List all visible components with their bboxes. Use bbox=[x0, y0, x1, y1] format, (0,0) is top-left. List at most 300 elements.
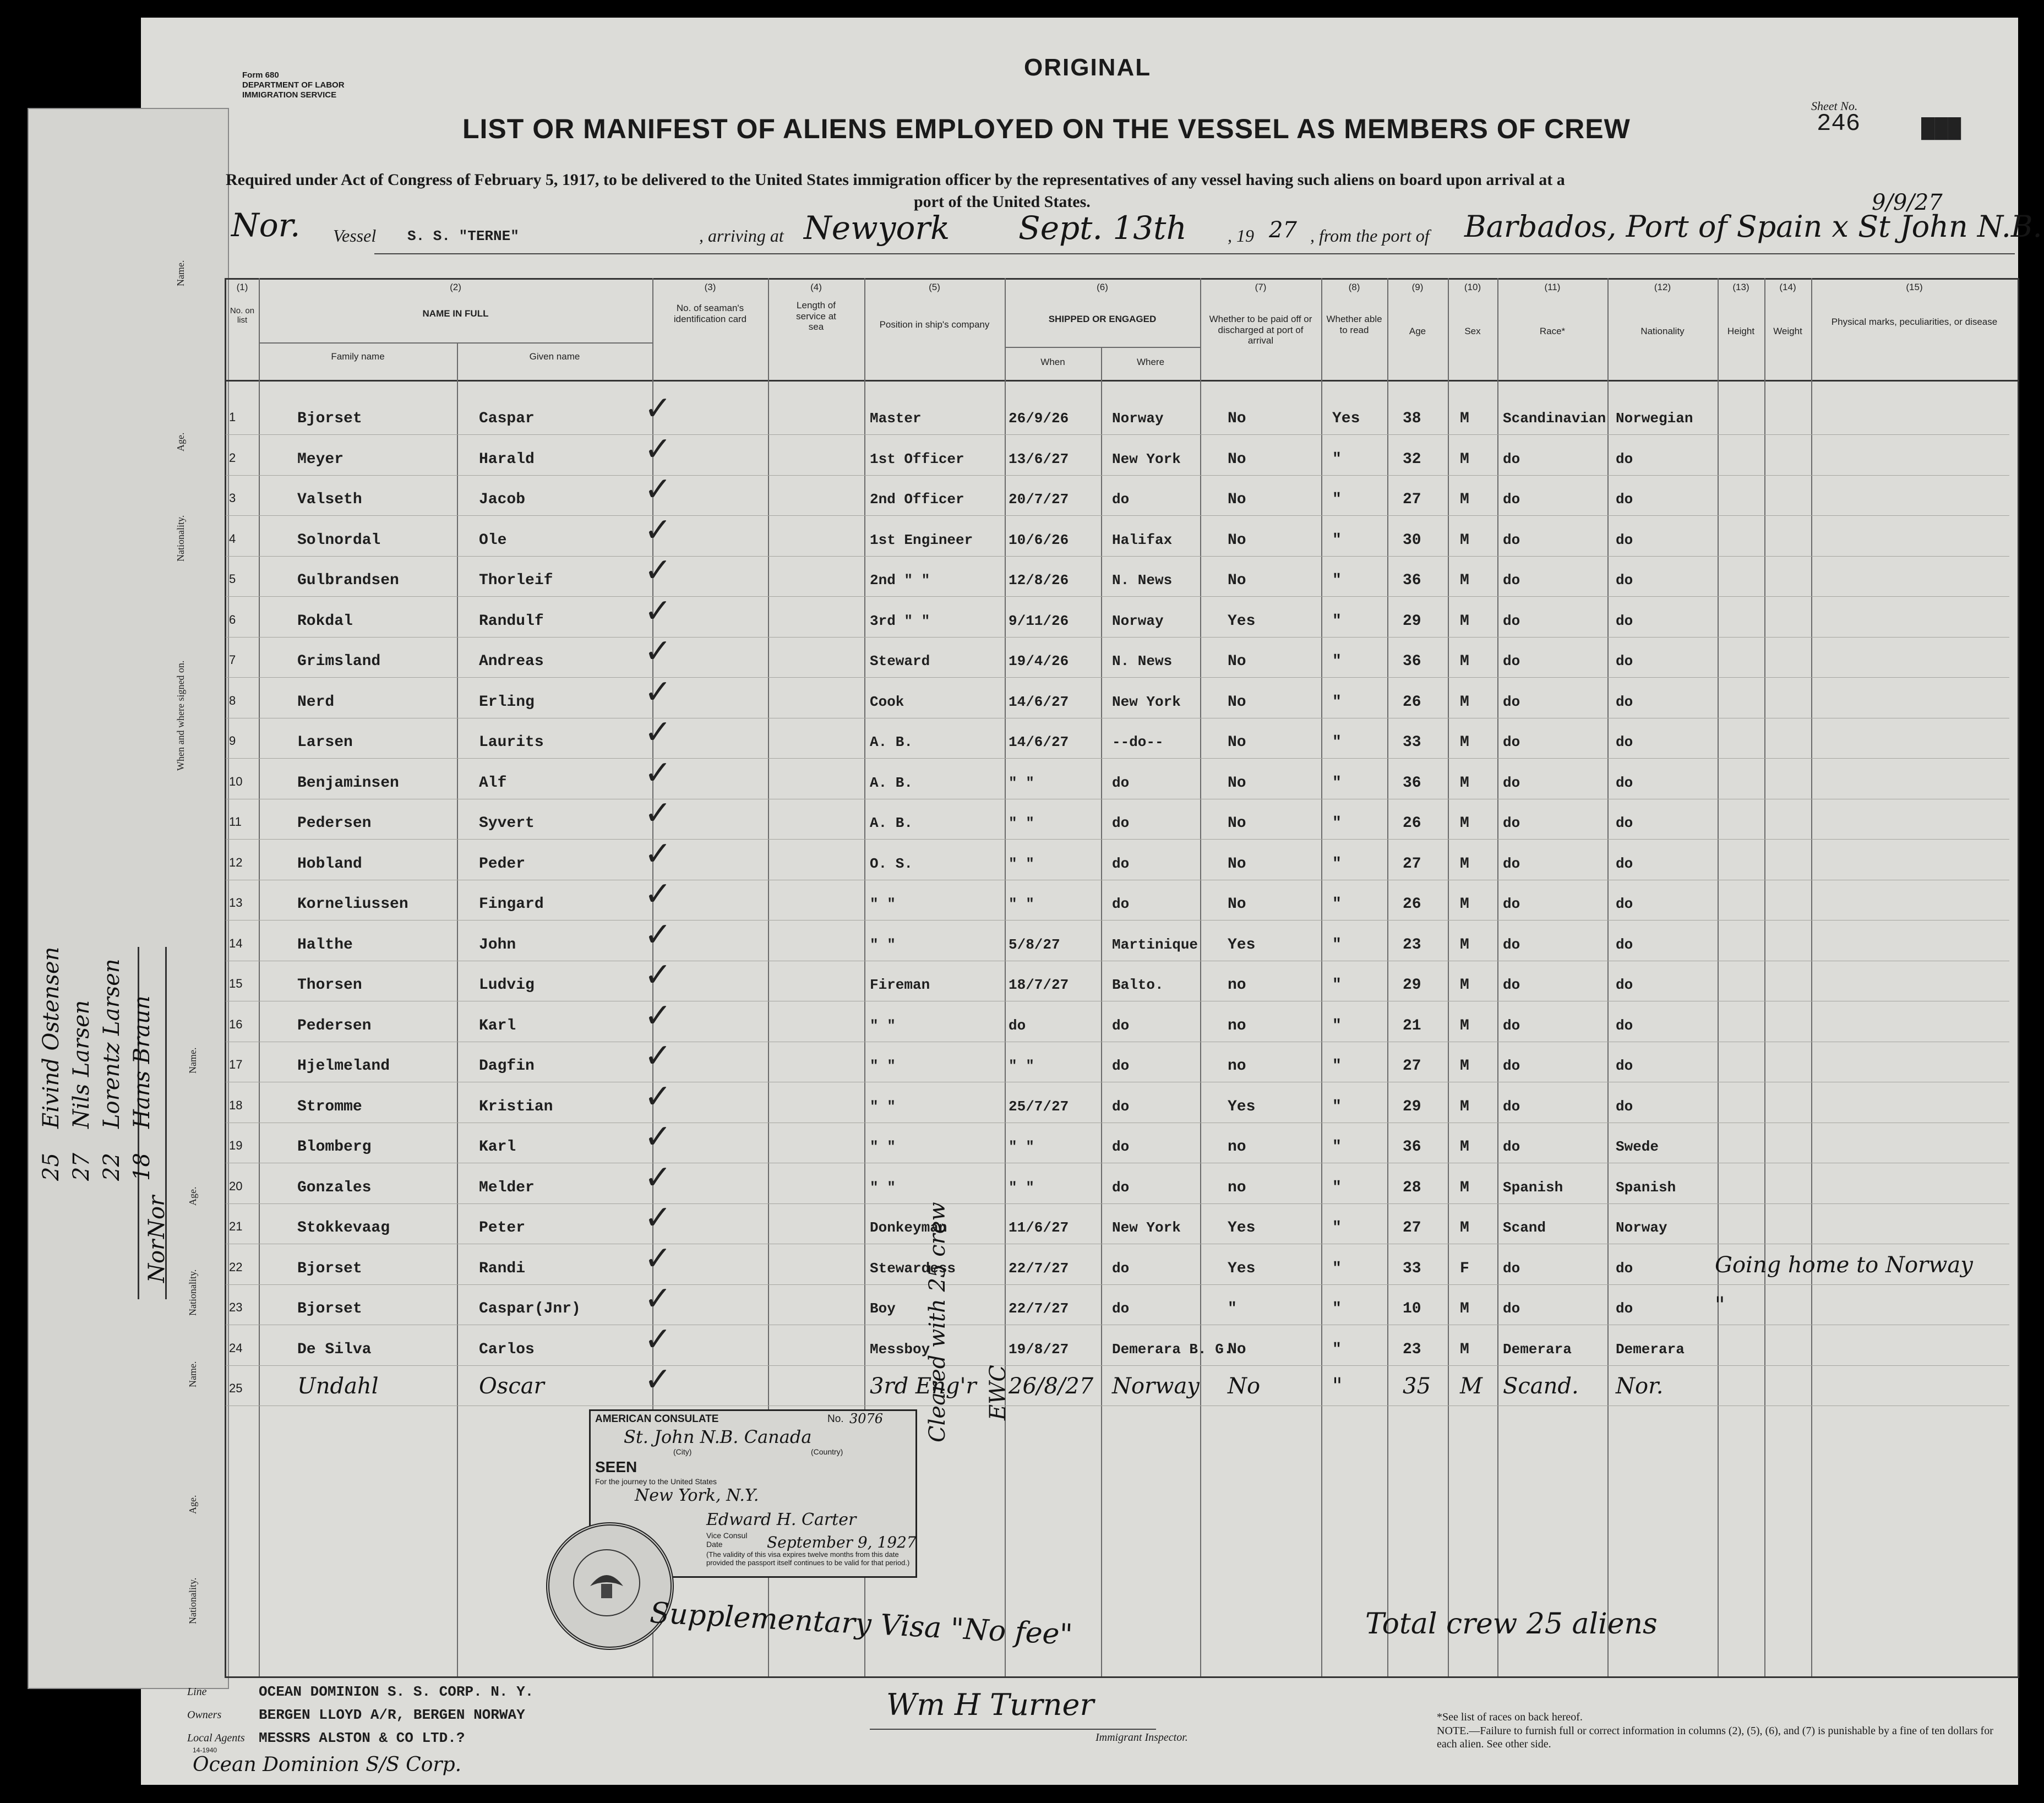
shipped-when-cell: 19/8/27 bbox=[1009, 1341, 1069, 1358]
id-card-check-icon: ✓ bbox=[644, 672, 672, 711]
id-card-check-icon: ✓ bbox=[644, 510, 672, 549]
family-name-cell: Bjorset bbox=[297, 1260, 362, 1277]
paid-off-cell: no bbox=[1228, 1139, 1246, 1156]
race-cell: do bbox=[1503, 653, 1520, 669]
agents-label: Local Agents bbox=[187, 1732, 245, 1744]
shipped-where-cell: --do-- bbox=[1112, 734, 1164, 750]
shipped-when-cell: 26/8/27 bbox=[1009, 1374, 1094, 1399]
family-name-cell: Meyer bbox=[297, 450, 344, 468]
paid-off-cell: No bbox=[1228, 774, 1246, 792]
race-cell: do bbox=[1503, 774, 1520, 791]
family-name-cell: Gulbrandsen bbox=[297, 572, 399, 589]
given-name-cell: Randulf bbox=[479, 612, 544, 630]
id-card-check-icon: ✓ bbox=[644, 551, 672, 590]
form-code: 14-1940 bbox=[193, 1746, 217, 1754]
paid-off-cell: No bbox=[1228, 410, 1246, 427]
sex-cell: F bbox=[1460, 1260, 1469, 1277]
id-card-check-icon: ✓ bbox=[644, 1360, 672, 1399]
row-number: 5 bbox=[229, 572, 236, 586]
col10-label: Sex bbox=[1464, 326, 1481, 336]
side-nationality-label: Nationality. bbox=[175, 515, 186, 562]
given-name-cell: Harald bbox=[479, 450, 535, 468]
race-cell: do bbox=[1503, 1017, 1520, 1034]
given-name-cell: Randi bbox=[479, 1260, 526, 1277]
owners-label: Owners bbox=[187, 1709, 222, 1721]
stamp-no-label: No. bbox=[827, 1413, 844, 1425]
id-card-check-icon: ✓ bbox=[644, 753, 672, 792]
stamp-number: 3076 bbox=[849, 1411, 884, 1426]
given-name-cell: Ole bbox=[479, 531, 507, 549]
sex-cell: M bbox=[1460, 734, 1469, 751]
position-cell: " " bbox=[870, 1139, 896, 1155]
given-name-cell: Laurits bbox=[479, 734, 544, 751]
form-service: IMMIGRATION SERVICE bbox=[242, 90, 337, 100]
shipped-when-cell: 20/7/27 bbox=[1009, 491, 1069, 508]
position-cell: Master bbox=[870, 410, 922, 427]
paid-off-cell: No bbox=[1228, 653, 1246, 670]
col6-num: (6) bbox=[1097, 282, 1108, 292]
arriving-port: Newyork bbox=[804, 209, 950, 247]
shipped-when-cell: do bbox=[1009, 1017, 1026, 1034]
family-name-cell: Valseth bbox=[297, 491, 362, 508]
col7-label: Whether to be paid off or discharged at port of arrival bbox=[1209, 314, 1312, 346]
side-entry-name-2: Nils Larsen bbox=[69, 1000, 94, 1129]
sex-cell: M bbox=[1460, 855, 1469, 873]
page-title: LIST OR MANIFEST OF ALIENS EMPLOYED ON THE VESSEL AS MEMBERS OF CREW bbox=[462, 113, 1631, 144]
nationality-cell: do bbox=[1616, 450, 1633, 467]
inspector-label: Immigrant Inspector. bbox=[1095, 1731, 1188, 1744]
nationality-cell: do bbox=[1616, 1017, 1633, 1034]
nationality-cell: do bbox=[1616, 1300, 1633, 1317]
paid-off-cell: No bbox=[1228, 693, 1246, 711]
physical-marks-cell: Going home to Norway bbox=[1715, 1252, 1973, 1278]
family-name-cell: Larsen bbox=[297, 734, 353, 751]
paid-off-cell: No bbox=[1228, 491, 1246, 508]
id-card-check-icon: ✓ bbox=[644, 794, 672, 832]
supplementary-visa-note: Supplementary Visa "No fee" bbox=[648, 1596, 1073, 1652]
id-card-check-icon: ✓ bbox=[644, 470, 672, 509]
id-card-check-icon: ✓ bbox=[644, 632, 672, 671]
age-cell: 29 bbox=[1403, 1098, 1421, 1115]
side-age-label-3: Age. bbox=[187, 1495, 198, 1514]
sex-cell: M bbox=[1460, 1139, 1469, 1156]
nationality-cell: do bbox=[1616, 774, 1633, 791]
shipped-where-cell: Norway bbox=[1112, 1374, 1200, 1399]
shipped-when-cell: 12/8/26 bbox=[1009, 572, 1069, 589]
sheet-label: Sheet No. bbox=[1811, 99, 1858, 113]
age-cell: 21 bbox=[1403, 1017, 1421, 1034]
form-department: DEPARTMENT OF LABOR bbox=[242, 80, 345, 90]
age-cell: 36 bbox=[1403, 1139, 1421, 1156]
age-cell: 23 bbox=[1403, 1341, 1421, 1358]
shipped-where-cell: do bbox=[1112, 1139, 1130, 1155]
nationality-cell: Spanish bbox=[1616, 1179, 1676, 1196]
able-to-read-cell: " bbox=[1332, 653, 1342, 670]
age-cell: 29 bbox=[1403, 977, 1421, 994]
position-cell: " " bbox=[870, 936, 896, 953]
row-number: 11 bbox=[229, 815, 242, 829]
nationality-cell: do bbox=[1616, 977, 1633, 993]
id-card-check-icon: ✓ bbox=[644, 996, 672, 1035]
col7-num: (7) bbox=[1255, 282, 1267, 292]
row-number: 8 bbox=[229, 693, 236, 707]
subtitle-line-2: port of the United States. bbox=[914, 193, 1091, 211]
row-number: 17 bbox=[229, 1058, 243, 1071]
total-crew-note: Total crew 25 aliens bbox=[1365, 1608, 1658, 1641]
id-card-check-icon: ✓ bbox=[644, 1077, 672, 1116]
stamp-consul-name: Edward H. Carter bbox=[706, 1510, 857, 1529]
position-cell: Cook bbox=[870, 693, 904, 710]
able-to-read-cell: " bbox=[1332, 450, 1342, 468]
col2-given-name: Given name bbox=[529, 351, 580, 362]
side-entry-name-3: Lorentz Larsen bbox=[99, 958, 124, 1129]
position-cell: A. B. bbox=[870, 734, 913, 750]
shipped-where-cell: do bbox=[1112, 491, 1130, 508]
id-card-check-icon: ✓ bbox=[644, 915, 672, 954]
family-name-cell: De Silva bbox=[297, 1341, 372, 1358]
col6-where: Where bbox=[1136, 357, 1165, 367]
seal-eagle-icon bbox=[549, 1526, 664, 1640]
paid-off-cell: no bbox=[1228, 1058, 1246, 1075]
sex-cell: M bbox=[1460, 1341, 1469, 1358]
nationality-cell: do bbox=[1616, 693, 1633, 710]
given-name-cell: Ludvig bbox=[479, 977, 535, 994]
age-cell: 29 bbox=[1403, 612, 1421, 630]
col3-num: (3) bbox=[704, 282, 716, 292]
given-name-cell: Karl bbox=[479, 1139, 516, 1156]
line-value: OCEAN DOMINION S. S. CORP. N. Y. bbox=[259, 1684, 534, 1700]
sex-cell: M bbox=[1460, 774, 1469, 792]
given-name-cell: Thorleif bbox=[479, 572, 553, 589]
race-cell: do bbox=[1503, 1260, 1520, 1277]
given-name-cell: Oscar bbox=[479, 1374, 544, 1399]
shipped-when-cell: 14/6/27 bbox=[1009, 734, 1069, 750]
family-name-cell: Benjaminsen bbox=[297, 774, 399, 792]
sex-cell: M bbox=[1460, 1017, 1469, 1034]
col9-num: (9) bbox=[1411, 282, 1424, 292]
consulate-seal bbox=[546, 1522, 674, 1650]
family-name-cell: Hobland bbox=[297, 855, 362, 873]
row-number: 19 bbox=[229, 1139, 243, 1152]
sex-cell: M bbox=[1460, 693, 1469, 711]
arrival-year: 27 bbox=[1269, 217, 1297, 243]
able-to-read-cell: " bbox=[1332, 855, 1342, 873]
given-name-cell: Dagfin bbox=[479, 1058, 535, 1075]
able-to-read-cell: " bbox=[1332, 1260, 1342, 1277]
shipped-where-cell: do bbox=[1112, 1017, 1130, 1034]
age-cell: 36 bbox=[1403, 572, 1421, 589]
shipped-where-cell: Demerara B. G. bbox=[1112, 1341, 1233, 1358]
age-cell: 27 bbox=[1403, 1219, 1421, 1237]
able-to-read-cell: " bbox=[1332, 734, 1342, 751]
able-to-read-cell: " bbox=[1332, 1017, 1342, 1034]
col1-num: (1) bbox=[236, 282, 248, 292]
shipped-when-cell: 22/7/27 bbox=[1009, 1300, 1069, 1317]
shipped-when-cell: 26/9/26 bbox=[1009, 410, 1069, 427]
position-cell: " " bbox=[870, 1098, 896, 1115]
race-note: *See list of races on back hereof. bbox=[1437, 1711, 1583, 1723]
paid-off-cell: no bbox=[1228, 977, 1246, 994]
given-name-cell: Syvert bbox=[479, 815, 535, 832]
shipped-where-cell: N. News bbox=[1112, 572, 1173, 589]
race-cell: do bbox=[1503, 896, 1520, 912]
able-to-read-cell: " bbox=[1332, 1341, 1342, 1358]
family-name-cell: Grimsland bbox=[297, 653, 381, 670]
row-number: 16 bbox=[229, 1017, 243, 1031]
sex-cell: M bbox=[1460, 815, 1469, 832]
col8-num: (8) bbox=[1348, 282, 1360, 292]
race-cell: do bbox=[1503, 855, 1520, 872]
col15-num: (15) bbox=[1906, 282, 1923, 292]
stamp-country-label: (Country) bbox=[811, 1447, 843, 1456]
id-card-check-icon: ✓ bbox=[644, 1279, 672, 1318]
row-rule bbox=[226, 1284, 2009, 1285]
row-number: 21 bbox=[229, 1219, 243, 1233]
age-cell: 27 bbox=[1403, 491, 1421, 508]
side-entry-name-1: Eivind Ostensen bbox=[39, 946, 64, 1129]
given-name-cell: Kristian bbox=[479, 1098, 553, 1115]
paid-off-cell: no bbox=[1228, 1179, 1246, 1196]
family-name-cell: Pedersen bbox=[297, 1017, 372, 1034]
given-name-cell: John bbox=[479, 936, 516, 954]
sex-cell: M bbox=[1460, 1374, 1482, 1399]
sex-cell: M bbox=[1460, 896, 1469, 913]
row-number: 7 bbox=[229, 653, 236, 667]
side-entry-age-2: 27 bbox=[69, 1153, 94, 1181]
nationality-cell: do bbox=[1616, 1098, 1633, 1115]
id-card-check-icon: ✓ bbox=[644, 1239, 672, 1278]
family-name-cell: Stromme bbox=[297, 1098, 362, 1115]
race-cell: do bbox=[1503, 815, 1520, 831]
race-cell: do bbox=[1503, 936, 1520, 953]
age-cell: 26 bbox=[1403, 815, 1421, 832]
age-cell: 35 bbox=[1403, 1374, 1431, 1399]
shipped-when-cell: 10/6/26 bbox=[1009, 531, 1069, 548]
row-rule bbox=[226, 637, 2009, 638]
sex-cell: M bbox=[1460, 1058, 1469, 1075]
given-name-cell: Carlos bbox=[479, 1341, 535, 1358]
col11-label: Race* bbox=[1539, 326, 1566, 336]
sex-cell: M bbox=[1460, 1098, 1469, 1115]
race-cell: do bbox=[1503, 572, 1520, 589]
nationality-cell: do bbox=[1616, 936, 1633, 953]
vessel-prefix: Nor. bbox=[231, 206, 301, 244]
shipped-where-cell: do bbox=[1112, 774, 1130, 791]
nationality-cell: do bbox=[1616, 653, 1633, 669]
arriving-label: , arriving at bbox=[699, 226, 784, 246]
nationality-cell: do bbox=[1616, 734, 1633, 750]
side-nationality-label-2: Nationality. bbox=[187, 1269, 198, 1316]
shipped-where-cell: New York bbox=[1112, 450, 1181, 467]
row-number: 25 bbox=[229, 1381, 243, 1395]
id-card-check-icon: ✓ bbox=[644, 1158, 672, 1197]
age-cell: 27 bbox=[1403, 855, 1421, 873]
shipped-when-cell: 9/11/26 bbox=[1009, 612, 1069, 629]
sex-cell: M bbox=[1460, 1179, 1469, 1196]
shipped-where-cell: Norway bbox=[1112, 612, 1164, 629]
family-name-cell: Bjorset bbox=[297, 410, 362, 427]
age-cell: 33 bbox=[1403, 1260, 1421, 1277]
position-cell: " " bbox=[870, 896, 896, 912]
paid-off-cell: " bbox=[1228, 1300, 1237, 1317]
shipped-where-cell: Balto. bbox=[1112, 977, 1164, 993]
agents-handwritten: Ocean Dominion S/S Corp. bbox=[193, 1753, 462, 1776]
col12-num: (12) bbox=[1654, 282, 1671, 292]
stamp-journey: For the journey to the United States bbox=[595, 1477, 717, 1486]
able-to-read-cell: " bbox=[1332, 896, 1342, 913]
paid-off-cell: Yes bbox=[1228, 1219, 1256, 1237]
side-when-label: When and where signed on. bbox=[175, 660, 186, 771]
age-cell: 36 bbox=[1403, 774, 1421, 792]
race-cell: Scand. bbox=[1503, 1374, 1579, 1399]
col14-num: (14) bbox=[1779, 282, 1796, 292]
able-to-read-cell: " bbox=[1332, 1300, 1342, 1317]
given-name-cell: Erling bbox=[479, 693, 535, 711]
stamp-seen: SEEN bbox=[595, 1458, 637, 1475]
row-number: 3 bbox=[229, 491, 236, 505]
paid-off-cell: No bbox=[1228, 815, 1246, 832]
nationality-cell: do bbox=[1616, 572, 1633, 589]
race-cell: do bbox=[1503, 612, 1520, 629]
shipped-when-cell: 11/6/27 bbox=[1009, 1219, 1069, 1236]
race-cell: do bbox=[1503, 491, 1520, 508]
age-cell: 10 bbox=[1403, 1300, 1421, 1317]
id-card-check-icon: ✓ bbox=[644, 1199, 672, 1237]
race-cell: Scandinavian bbox=[1503, 410, 1606, 427]
shipped-when-cell: " " bbox=[1009, 1139, 1034, 1155]
sex-cell: M bbox=[1460, 653, 1469, 670]
row-rule bbox=[226, 515, 2009, 516]
stamp-validity: (The validity of this visa expires twelve months from this date provided the passport itself continues to be valid for that period.) bbox=[706, 1550, 910, 1567]
position-cell: A. B. bbox=[870, 774, 913, 791]
shipped-when-cell: 5/8/27 bbox=[1009, 936, 1060, 953]
family-name-cell: Pedersen bbox=[297, 815, 372, 832]
shipped-where-cell: Martinique bbox=[1112, 936, 1198, 953]
col4-num: (4) bbox=[810, 282, 822, 292]
nationality-cell: do bbox=[1616, 896, 1633, 912]
paid-off-cell: No bbox=[1228, 1374, 1261, 1399]
side-entry-nat-1: Nor bbox=[144, 1195, 170, 1239]
side-age-label-2: Age. bbox=[187, 1186, 198, 1206]
nationality-cell: Demerara bbox=[1616, 1341, 1685, 1358]
row-number: 13 bbox=[229, 896, 243, 909]
race-cell: Spanish bbox=[1503, 1179, 1563, 1196]
paid-off-cell: Yes bbox=[1228, 936, 1256, 954]
side-entry-age-3: 22 bbox=[99, 1153, 124, 1181]
nationality-cell: do bbox=[1616, 531, 1633, 548]
able-to-read-cell: " bbox=[1332, 491, 1342, 508]
family-name-cell: Korneliussen bbox=[297, 896, 408, 913]
paid-off-cell: No bbox=[1228, 896, 1246, 913]
row-number: 15 bbox=[229, 977, 243, 990]
race-cell: Scand bbox=[1503, 1219, 1546, 1236]
initials-note: EWC bbox=[985, 1365, 1011, 1420]
row-number: 14 bbox=[229, 936, 243, 950]
side-entry-name-4: Hans Braun bbox=[129, 995, 155, 1129]
shipped-when-cell: " " bbox=[1009, 1179, 1034, 1196]
col10-num: (10) bbox=[1464, 282, 1481, 292]
shipped-where-cell: New York bbox=[1112, 1219, 1181, 1236]
shipped-when-cell: 13/6/27 bbox=[1009, 450, 1069, 467]
shipped-where-cell: do bbox=[1112, 1058, 1130, 1074]
col2-family-name: Family name bbox=[331, 351, 385, 362]
paid-off-cell: Yes bbox=[1228, 612, 1256, 630]
row-rule bbox=[226, 475, 2009, 476]
able-to-read-cell: " bbox=[1332, 977, 1342, 994]
sex-cell: M bbox=[1460, 410, 1469, 427]
side-age-label: Age. bbox=[175, 432, 186, 451]
race-cell: do bbox=[1503, 450, 1520, 467]
race-cell: do bbox=[1503, 1098, 1520, 1115]
shipped-where-cell: do bbox=[1112, 1098, 1130, 1115]
able-to-read-cell: " bbox=[1332, 612, 1342, 630]
col2-num: (2) bbox=[450, 282, 461, 292]
id-card-check-icon: ✓ bbox=[644, 834, 672, 873]
nationality-cell: do bbox=[1616, 491, 1633, 508]
position-cell: A. B. bbox=[870, 815, 913, 831]
row-number: 6 bbox=[229, 612, 236, 627]
race-cell: do bbox=[1503, 1058, 1520, 1074]
able-to-read-cell: " bbox=[1332, 815, 1342, 832]
family-name-cell: Gonzales bbox=[297, 1179, 372, 1196]
row-rule bbox=[226, 596, 2009, 597]
paid-off-cell: No bbox=[1228, 1341, 1246, 1358]
paid-off-cell: No bbox=[1228, 734, 1246, 751]
position-cell: Fireman bbox=[870, 977, 930, 993]
original-stamp: ORIGINAL bbox=[1024, 54, 1152, 81]
age-cell: 36 bbox=[1403, 653, 1421, 670]
position-cell: 3rd " " bbox=[870, 612, 930, 629]
stamp-consul-label: Vice Consul bbox=[706, 1531, 748, 1540]
given-name-cell: Peter bbox=[479, 1219, 526, 1237]
race-cell: do bbox=[1503, 531, 1520, 548]
race-cell: do bbox=[1503, 1139, 1520, 1155]
given-name-cell: Peder bbox=[479, 855, 526, 873]
row-number: 2 bbox=[229, 450, 236, 465]
stamp-date-label: Date bbox=[706, 1540, 723, 1549]
col13-num: (13) bbox=[1732, 282, 1749, 292]
family-name-cell: Undahl bbox=[297, 1374, 379, 1399]
shipped-when-cell: 14/6/27 bbox=[1009, 693, 1069, 710]
nationality-cell: do bbox=[1616, 855, 1633, 872]
owners-value: BERGEN LLOYD A/R, BERGEN NORWAY bbox=[259, 1707, 525, 1723]
subtitle-line-1: Required under Act of Congress of February 5, 1917, to be delivered to the United States immigration officer by the representatives of any vessel having such aliens on board upon arrival at a bbox=[226, 171, 1565, 189]
nationality-cell: Swede bbox=[1616, 1139, 1659, 1155]
row-number: 22 bbox=[229, 1260, 243, 1274]
vessel-label: Vessel bbox=[333, 226, 377, 246]
age-cell: 26 bbox=[1403, 693, 1421, 711]
sex-cell: M bbox=[1460, 1219, 1469, 1237]
shipped-where-cell: do bbox=[1112, 1179, 1130, 1196]
shipped-when-cell: 18/7/27 bbox=[1009, 977, 1069, 993]
given-name-cell: Andreas bbox=[479, 653, 544, 670]
shipped-when-cell: " " bbox=[1009, 896, 1034, 912]
race-cell: do bbox=[1503, 1300, 1520, 1317]
family-name-cell: Halthe bbox=[297, 936, 353, 954]
row-number: 24 bbox=[229, 1341, 243, 1355]
nationality-cell: Norwegian bbox=[1616, 410, 1693, 427]
able-to-read-cell: " bbox=[1332, 572, 1342, 589]
position-cell: O. S. bbox=[870, 855, 913, 872]
side-entry-age-4: 18 bbox=[129, 1153, 155, 1181]
age-cell: 38 bbox=[1403, 410, 1421, 427]
side-name-label-3: Name. bbox=[187, 1361, 198, 1387]
age-cell: 23 bbox=[1403, 936, 1421, 954]
stamp-date: September 9, 1927 bbox=[767, 1533, 917, 1551]
from-port: Barbados, Port of Spain x St John N.B. bbox=[1464, 209, 2042, 244]
given-name-cell: Melder bbox=[479, 1179, 535, 1196]
nationality-cell: do bbox=[1616, 612, 1633, 629]
